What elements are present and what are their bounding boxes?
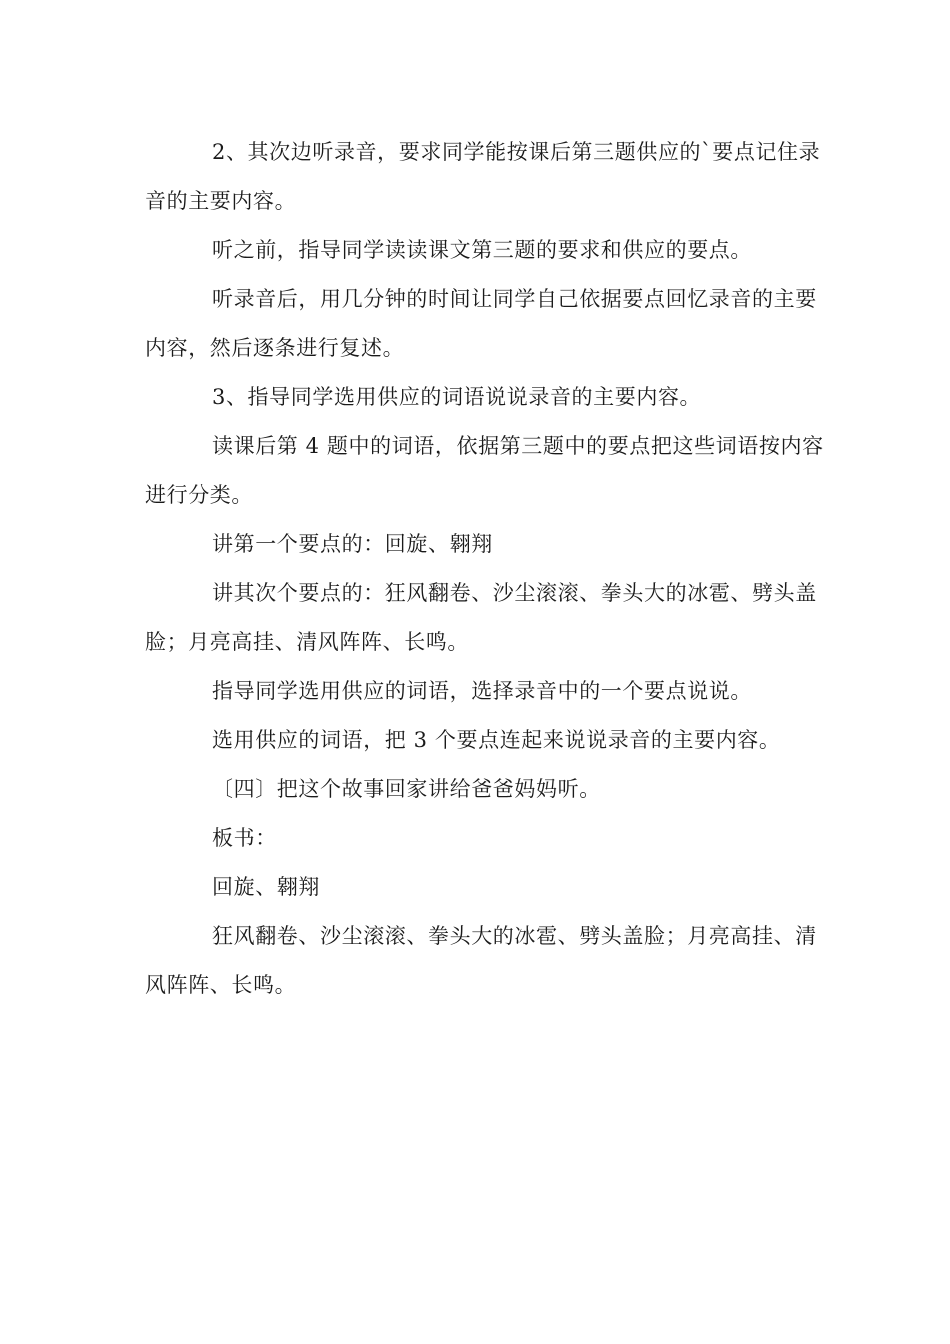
paragraph-6: 讲第一个要点的：回旋、翱翔: [212, 532, 493, 556]
paragraph-8: 指导同学选用供应的词语，选择录音中的一个要点说说。: [212, 679, 752, 703]
paragraph-1: 2、其次边听录音，要求同学能按课后第三题供应的`要点记住录音的主要内容。: [145, 140, 821, 213]
paragraph-4: 3、指导同学选用供应的词语说说录音的主要内容。: [212, 385, 702, 409]
paragraph-3: 听录音后，用几分钟的时间让同学自己依据要点回忆录音的主要内容，然后逐条进行复述。: [145, 287, 817, 360]
paragraph-2: 听之前，指导同学读读课文第三题的要求和供应的要点。: [212, 238, 752, 262]
paragraph-11: 板书：: [212, 826, 277, 850]
paragraph-13: 狂风翻卷、沙尘滚滚、拳头大的冰雹、劈头盖脸；月亮高挂、清风阵阵、长鸣。: [145, 924, 817, 997]
document-body: [145, 128, 835, 1010]
paragraph-10: 〔四〕把这个故事回家讲给爸爸妈妈听。: [212, 777, 601, 801]
paragraph-7: 讲其次个要点的：狂风翻卷、沙尘滚滚、拳头大的冰雹、劈头盖脸；月亮高挂、清风阵阵、长鸣。: [145, 581, 817, 654]
paragraph-12: 回旋、翱翔: [212, 875, 320, 899]
paragraph-5: 读课后第 4 题中的词语，依据第三题中的要点把这些词语按内容进行分类。: [145, 434, 824, 507]
paragraph-9: 选用供应的词语，把 3 个要点连起来说说录音的主要内容。: [212, 728, 781, 752]
